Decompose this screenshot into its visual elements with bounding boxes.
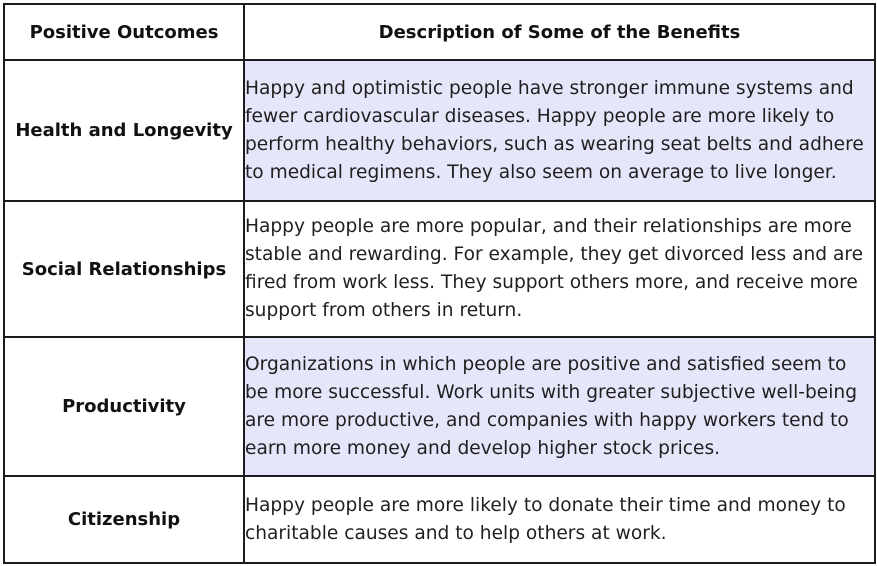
header-positive-outcomes: Positive Outcomes: [4, 4, 244, 60]
table-row: [4, 476, 875, 563]
description-productivity: Organizations in which people are positive and satisfied seem to be more successful. Work units with greater subjective well-being are more productive, and companies with happy workers tend to earn more money and develop higher stock prices.: [244, 337, 875, 476]
outcome-citizenship: Citizenship: [4, 476, 244, 563]
outcome-social-relationships: Social Relationships: [4, 201, 244, 337]
table-header-row: [4, 4, 875, 60]
outcome-productivity: Productivity: [4, 337, 244, 476]
table-row: [4, 201, 875, 337]
description-social-relationships: Happy people are more popular, and their relationships are more stable and rewarding. For example, they get divorced less and are fired from work less. They support others more, and receive more support from others in return.: [244, 201, 875, 337]
table-row: [4, 337, 875, 476]
header-description: Description of Some of the Benefits: [244, 4, 875, 60]
table-row: [4, 60, 875, 201]
description-citizenship: Happy people are more likely to donate their time and money to charitable causes and to help others at work.: [244, 476, 875, 563]
benefits-table: [3, 3, 876, 564]
outcome-health-and-longevity: Health and Longevity: [4, 60, 244, 201]
description-health-and-longevity: Happy and optimistic people have stronger immune systems and fewer cardiovascular diseases. Happy people are more likely to perform healthy behaviors, such as wearing seat belts and adhere to medical regimens. They also seem on average to live longer.: [244, 60, 875, 201]
